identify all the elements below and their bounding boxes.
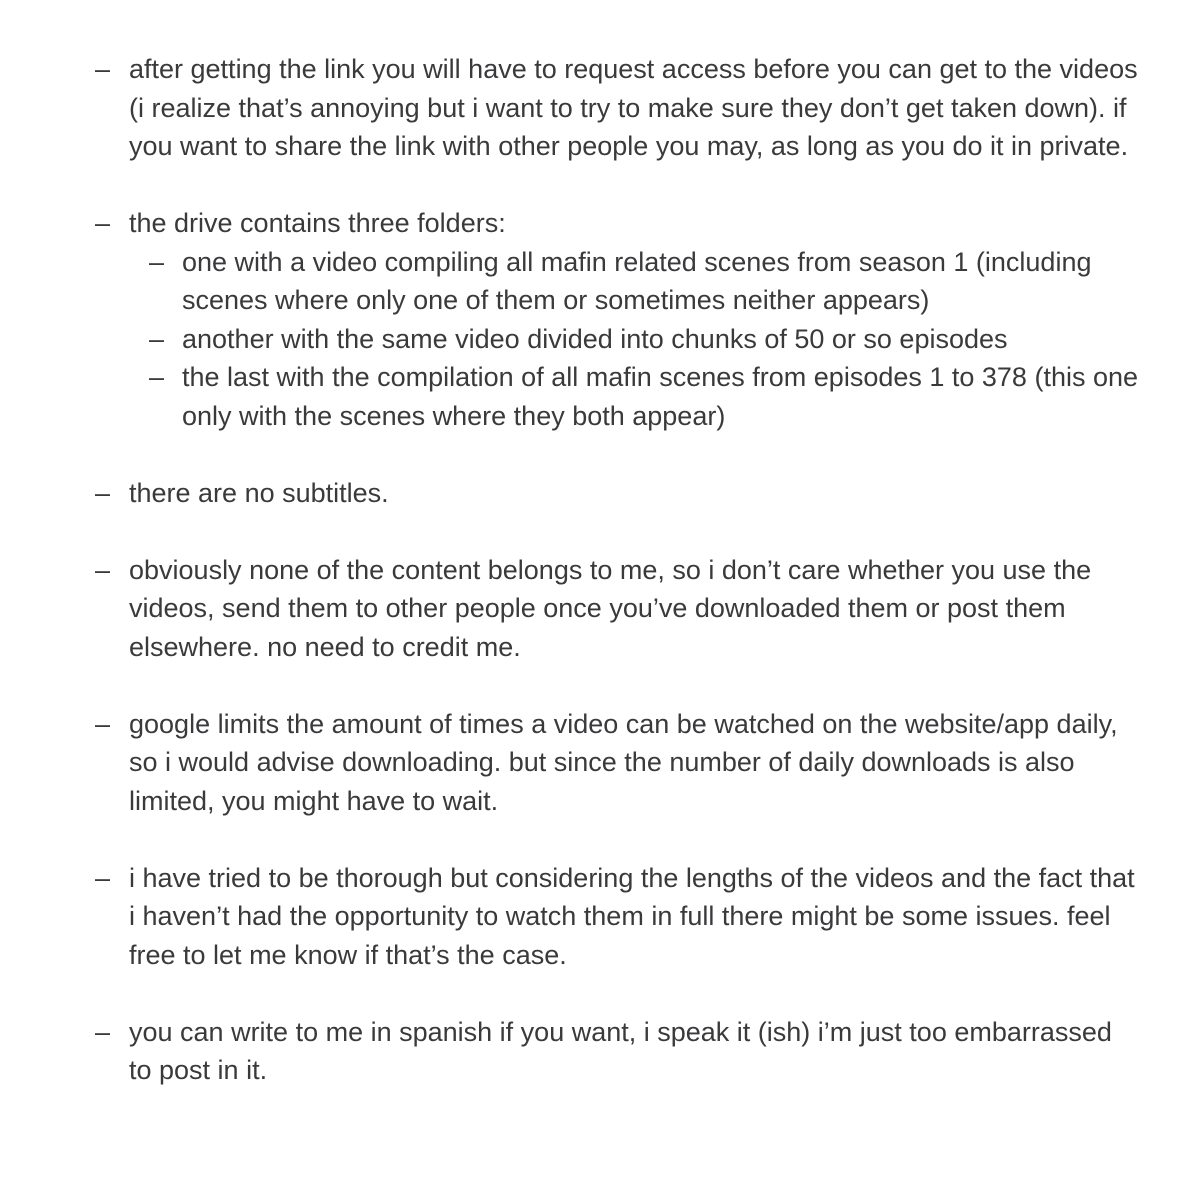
- list-item-text: google limits the amount of times a video can be watched on the website/app daily, so i would advise downloading. but since the number of daily downloads is also limited, you might have to wait.: [129, 708, 1118, 816]
- list-item-text: you can write to me in spanish if you want, i speak it (ish) i’m just too embarrassed to post in it.: [129, 1016, 1112, 1085]
- bullet-dash: –: [95, 708, 111, 739]
- list-item: [0, 859, 1200, 975]
- list-item: [0, 1013, 1200, 1090]
- bullet-dash: –: [95, 1016, 111, 1047]
- list-item: [0, 204, 1200, 435]
- bullet-dash: –: [95, 477, 111, 508]
- sub-list-item-text: one with a video compiling all mafin related scenes from season 1 (including scenes where only one of them or sometimes neither appears): [182, 246, 1092, 315]
- list-item-text: after getting the link you will have to request access before you can get to the videos (i realize that’s annoying but i want to try to make sure they don’t get taken down). if you want to share the link with other people you may, as long as you do it in private.: [129, 54, 1138, 161]
- bullet-dash: –: [95, 862, 111, 893]
- list-item: [0, 551, 1200, 667]
- sub-bullet-dash: –: [149, 323, 165, 354]
- sub-list-item-text: another with the same video divided into chunks of 50 or so episodes: [182, 323, 1008, 354]
- sub-bullet-dash: –: [149, 246, 165, 277]
- list-item: [0, 50, 1200, 166]
- bullet-dash: –: [95, 208, 111, 238]
- list-item-text: i have tried to be thorough but considering the lengths of the videos and the fact that i haven’t had the opportunity to watch them in full there might be some issues. feel free to let me know if that’s the case.: [129, 862, 1135, 970]
- bullet-dash: –: [95, 54, 111, 84]
- bullet-dash: –: [95, 554, 111, 585]
- list-item-text: the drive contains three folders:: [129, 208, 506, 238]
- list-item: [0, 474, 1200, 513]
- list-item-text: obviously none of the content belongs to me, so i don’t care whether you use the videos, send them to other people once you’ve downloaded them or post them elsewhere. no need to credit me.: [129, 554, 1092, 662]
- sub-list-item: [129, 358, 1140, 435]
- sub-list-item-text: the last with the compilation of all mafin scenes from episodes 1 to 378 (this one only with the scenes where they both appear): [182, 362, 1139, 431]
- list-item: [0, 705, 1200, 821]
- sub-list-item: [129, 243, 1140, 320]
- list-item-text: there are no subtitles.: [129, 477, 389, 508]
- sub-list-item: [129, 320, 1140, 359]
- sub-bullet-dash: –: [149, 362, 165, 392]
